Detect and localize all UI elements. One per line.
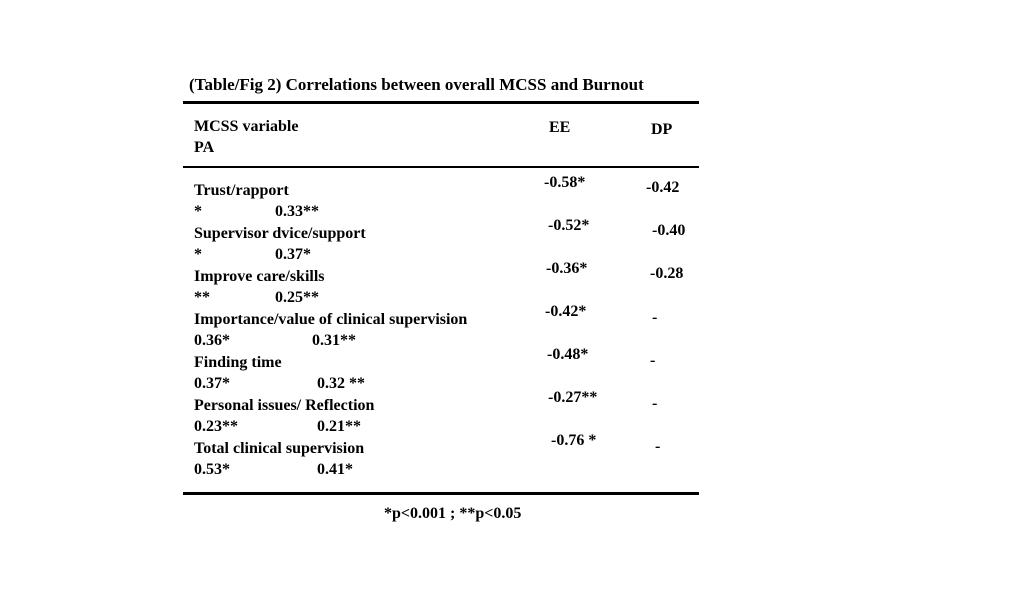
- row-sub-a: *: [194, 203, 202, 220]
- row-label: Supervisor dvice/support: [194, 225, 366, 242]
- row-sub-b: 0.32 **: [317, 375, 365, 392]
- row-dp: -0.28: [650, 265, 684, 282]
- row-dp: -: [655, 438, 661, 455]
- row-label: Improve care/skills: [194, 268, 325, 285]
- row-ee: -0.52*: [548, 217, 590, 234]
- row-sub-b: 0.33**: [275, 203, 319, 220]
- row-ee: -0.58*: [544, 174, 586, 191]
- row-dp: -0.40: [652, 222, 686, 239]
- row-sub-b: 0.21**: [317, 418, 361, 435]
- bottom-rule: [183, 492, 699, 495]
- row-ee: -0.27**: [548, 389, 598, 406]
- row-dp: -: [652, 309, 658, 326]
- row-label: Importance/value of clinical supervision: [194, 311, 468, 328]
- row-sub-b: 0.37*: [275, 246, 311, 263]
- row-ee: -0.76 *: [551, 432, 597, 449]
- row-sub-a: *: [194, 246, 202, 263]
- row-label: Finding time: [194, 354, 282, 371]
- row-sub-b: 0.41*: [317, 461, 353, 478]
- table-caption: (Table/Fig 2) Correlations between overall MCSS and Burnout: [189, 75, 644, 94]
- top-rule: [183, 101, 699, 104]
- row-label: Trust/rapport: [194, 182, 289, 199]
- row-sub-b: 0.25**: [275, 289, 319, 306]
- row-dp: -: [650, 352, 656, 369]
- header-pa: PA: [194, 139, 215, 156]
- row-ee: -0.36*: [546, 260, 588, 277]
- row-sub-a: 0.37*: [194, 375, 230, 392]
- row-ee: -0.48*: [547, 346, 589, 363]
- row-dp: -0.42: [646, 179, 680, 196]
- row-sub-a: **: [194, 289, 210, 306]
- row-label: Total clinical supervision: [194, 440, 365, 457]
- row-sub-b: 0.31**: [312, 332, 356, 349]
- header-variable: MCSS variable: [194, 118, 299, 135]
- header-dp: DP: [651, 121, 673, 138]
- row-ee: -0.42*: [545, 303, 587, 320]
- row-sub-a: 0.23**: [194, 418, 238, 435]
- row-sub-a: 0.36*: [194, 332, 230, 349]
- header-ee: EE: [549, 119, 571, 136]
- row-sub-a: 0.53*: [194, 461, 230, 478]
- header-rule: [183, 166, 699, 168]
- row-dp: -: [652, 395, 658, 412]
- row-label: Personal issues/ Reflection: [194, 397, 375, 414]
- footnote: *p<0.001 ; **p<0.05: [384, 505, 522, 522]
